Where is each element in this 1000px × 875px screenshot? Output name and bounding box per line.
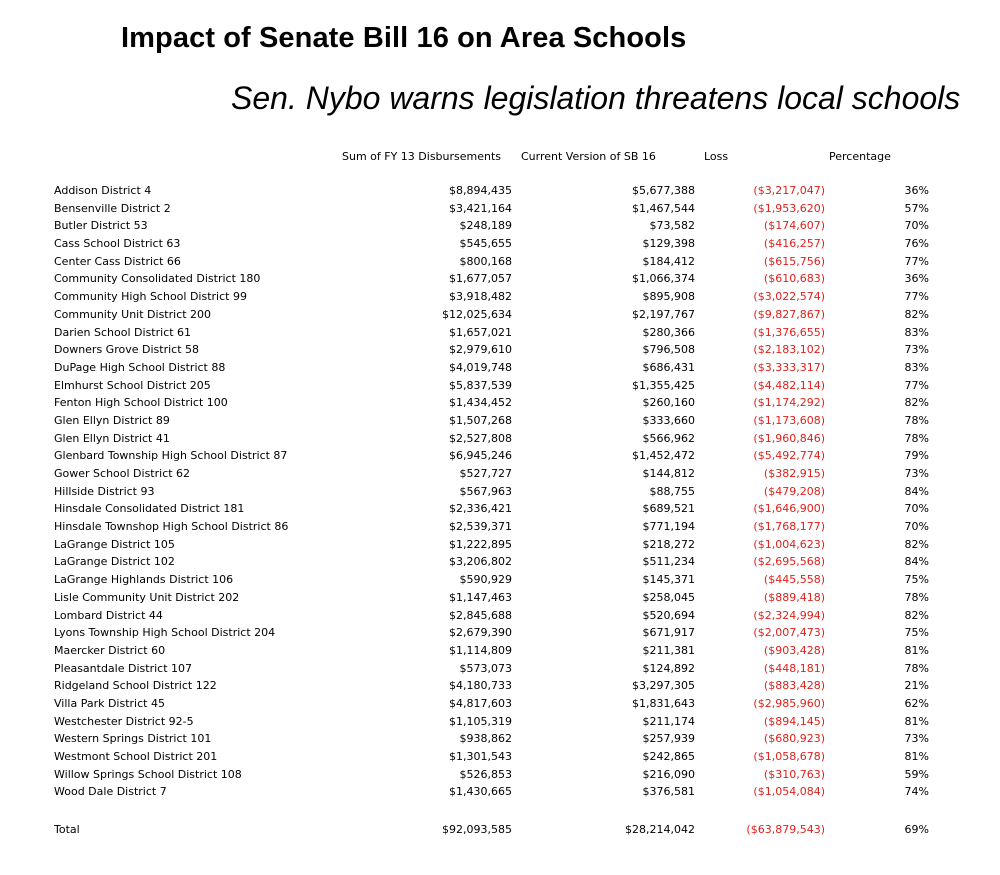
district-name: Villa Park District 45 [54, 696, 165, 710]
column-header-current: Current Version of SB 16 [521, 150, 656, 163]
district-name: Maercker District 60 [54, 643, 166, 657]
table-row [0, 590, 1000, 608]
sb16-current: $1,355,425 [632, 378, 695, 392]
loss-value: ($883,428) [763, 679, 825, 693]
sb16-current: $218,272 [642, 537, 695, 551]
loss-percentage: 82% [904, 307, 929, 321]
table-row [0, 696, 1000, 714]
loss-value: ($3,333,317) [753, 360, 825, 374]
district-name: Gower School District 62 [54, 467, 191, 480]
loss-percentage: 78% [904, 413, 929, 427]
column-header-percentage: Percentage [829, 150, 891, 163]
sb16-current: $211,174 [642, 714, 695, 728]
table-row [0, 537, 1000, 555]
fy13-sum: $3,918,482 [449, 290, 512, 304]
loss-value: ($445,558) [763, 573, 825, 587]
sb16-current: $686,431 [642, 360, 695, 374]
sb16-current: $124,892 [642, 661, 695, 675]
loss-value: ($1,054,084) [753, 785, 825, 799]
fy13-sum: $248,189 [459, 219, 512, 233]
loss-value: ($4,482,114) [753, 378, 825, 392]
district-name: Ridgeland School District 122 [54, 679, 217, 693]
loss-value: ($680,923) [763, 732, 825, 746]
sb16-current: $88,755 [649, 484, 695, 498]
table-row [0, 448, 1000, 466]
table-row [0, 749, 1000, 767]
fy13-sum: $1,147,463 [449, 590, 512, 604]
sb16-current: $144,812 [642, 467, 695, 480]
loss-value: ($2,695,568) [753, 555, 825, 569]
fy13-sum: $2,845,688 [449, 608, 512, 622]
sb16-current: $260,160 [642, 396, 695, 410]
table-row [0, 307, 1000, 325]
loss-percentage: 77% [904, 290, 929, 304]
district-name: Addison District 4 [54, 184, 152, 197]
sb16-current: $73,582 [649, 219, 695, 233]
district-name: Community Consolidated District 180 [54, 272, 261, 286]
total-row [0, 822, 1000, 840]
district-name: Pleasantdale District 107 [54, 661, 192, 675]
loss-percentage: 75% [904, 573, 929, 587]
fy13-sum: $2,979,610 [449, 343, 512, 357]
district-name: Willow Springs School District 108 [54, 767, 242, 781]
loss-value: ($1,768,177) [753, 520, 825, 534]
district-name: Lombard District 44 [54, 608, 163, 622]
loss-percentage: 81% [904, 750, 929, 763]
table-row [0, 431, 1000, 449]
fy13-sum: $4,019,748 [449, 360, 512, 374]
loss-percentage: 57% [904, 201, 929, 215]
table-row [0, 218, 1000, 236]
loss-percentage: 78% [904, 590, 929, 604]
sb16-current: $511,234 [642, 555, 695, 569]
loss-value: ($448,181) [763, 661, 825, 675]
sb16-current: $796,508 [642, 343, 695, 357]
sb16-current: $242,865 [642, 750, 695, 763]
sb16-current: $376,581 [642, 785, 695, 799]
loss-percentage: 70% [904, 520, 929, 534]
loss-percentage: 73% [904, 732, 929, 746]
sb16-current: $333,660 [642, 413, 695, 427]
fy13-sum: $3,421,164 [449, 201, 512, 215]
loss-value: ($479,208) [763, 484, 825, 498]
district-name: Western Springs District 101 [54, 732, 212, 746]
total-sum: $92,093,585 [442, 823, 512, 836]
loss-value: ($894,145) [763, 714, 825, 728]
loss-value: ($174,607) [763, 219, 825, 233]
loss-percentage: 70% [904, 219, 929, 233]
loss-value: ($889,418) [763, 590, 825, 604]
fy13-sum: $590,929 [459, 573, 512, 587]
table-row [0, 484, 1000, 502]
district-name: LaGrange District 102 [54, 555, 175, 569]
loss-percentage: 79% [904, 449, 929, 463]
total-label: Total [54, 823, 80, 836]
loss-percentage: 81% [904, 643, 929, 657]
district-name: Butler District 53 [54, 219, 148, 233]
table-row [0, 661, 1000, 679]
sb16-current: $145,371 [642, 573, 695, 587]
loss-value: ($1,173,608) [753, 413, 825, 427]
sb16-current: $3,297,305 [632, 679, 695, 693]
sb16-current: $184,412 [642, 254, 695, 268]
fy13-sum: $573,073 [459, 661, 512, 675]
loss-percentage: 81% [904, 714, 929, 728]
loss-value: ($5,492,774) [753, 449, 825, 463]
fy13-sum: $1,105,319 [449, 714, 512, 728]
loss-percentage: 76% [904, 237, 929, 251]
district-name: Glenbard Township High School District 87 [54, 449, 288, 463]
district-name: Lyons Township High School District 204 [54, 626, 276, 640]
fy13-sum: $1,301,543 [449, 750, 512, 763]
loss-percentage: 78% [904, 661, 929, 675]
loss-value: ($9,827,867) [753, 307, 825, 321]
fy13-sum: $2,527,808 [449, 431, 512, 445]
fy13-sum: $12,025,634 [442, 307, 512, 321]
loss-percentage: 78% [904, 431, 929, 445]
loss-percentage: 77% [904, 254, 929, 268]
fy13-sum: $526,853 [459, 767, 512, 781]
loss-percentage: 82% [904, 396, 929, 410]
table-row [0, 325, 1000, 343]
table-row [0, 201, 1000, 219]
loss-percentage: 73% [904, 343, 929, 357]
district-name: DuPage High School District 88 [54, 360, 226, 374]
column-header-sum: Sum of FY 13 Disbursements [342, 150, 502, 163]
sb16-current: $689,521 [642, 502, 695, 516]
table-row [0, 413, 1000, 431]
table-row [0, 643, 1000, 661]
loss-value: ($2,324,994) [753, 608, 825, 622]
loss-percentage: 70% [904, 502, 929, 516]
district-name: Hinsdale Consolidated District 181 [54, 502, 245, 516]
loss-value: ($615,756) [763, 254, 825, 268]
fy13-sum: $1,114,809 [449, 643, 512, 657]
loss-value: ($1,960,846) [753, 431, 825, 445]
table-row [0, 608, 1000, 626]
table-row [0, 625, 1000, 643]
sb16-current: $895,908 [642, 290, 695, 304]
fy13-sum: $6,945,246 [449, 449, 512, 463]
loss-percentage: 84% [904, 555, 929, 569]
sb16-current: $216,090 [642, 767, 695, 781]
district-name: Hillside District 93 [54, 484, 155, 498]
table-row [0, 572, 1000, 590]
sb16-current: $1,066,374 [632, 272, 695, 286]
table-row [0, 501, 1000, 519]
sb16-current: $520,694 [642, 608, 695, 622]
table-row [0, 466, 1000, 484]
sb16-current: $771,194 [642, 520, 695, 534]
sb16-current: $566,962 [642, 431, 695, 445]
sb16-current: $211,381 [642, 643, 695, 657]
table-row [0, 519, 1000, 537]
table-row [0, 236, 1000, 254]
sb16-current: $5,677,388 [632, 184, 695, 197]
table-row [0, 289, 1000, 307]
district-name: Westchester District 92-5 [54, 714, 194, 728]
sb16-current: $129,398 [642, 237, 695, 251]
total-percentage: 69% [904, 823, 929, 836]
loss-value: ($1,004,623) [753, 537, 825, 551]
loss-percentage: 36% [904, 184, 929, 197]
loss-value: ($3,217,047) [753, 184, 825, 197]
page-subtitle: Sen. Nybo warns legislation threatens local schools [231, 80, 961, 116]
loss-percentage: 75% [904, 626, 929, 640]
sb16-current: $258,045 [642, 590, 695, 604]
sb16-current: $1,467,544 [632, 201, 695, 215]
district-name: Hinsdale Townshop High School District 86 [54, 520, 289, 534]
loss-percentage: 83% [904, 360, 929, 374]
table-row [0, 554, 1000, 572]
district-name: Elmhurst School District 205 [54, 378, 211, 392]
loss-percentage: 84% [904, 484, 929, 498]
loss-percentage: 74% [904, 785, 929, 799]
loss-value: ($903,428) [763, 643, 825, 657]
fy13-sum: $938,862 [459, 732, 512, 746]
district-name: Glen Ellyn District 41 [54, 431, 170, 445]
district-name: Fenton High School District 100 [54, 396, 228, 410]
district-name: Center Cass District 66 [54, 254, 181, 268]
fy13-sum: $2,679,390 [449, 626, 512, 640]
loss-value: ($1,174,292) [753, 396, 825, 410]
loss-value: ($2,183,102) [753, 343, 825, 357]
loss-value: ($1,646,900) [753, 502, 825, 516]
loss-value: ($1,058,678) [753, 750, 825, 763]
table-row [0, 360, 1000, 378]
district-table [0, 183, 1000, 802]
table-row [0, 342, 1000, 360]
loss-value: ($416,257) [763, 237, 825, 251]
fy13-sum: $1,430,665 [449, 785, 512, 799]
fy13-sum: $1,222,895 [449, 537, 512, 551]
table-row [0, 678, 1000, 696]
sb16-current: $671,917 [642, 626, 695, 640]
fy13-sum: $5,837,539 [449, 378, 512, 392]
total-current: $28,214,042 [625, 823, 695, 836]
district-name: Wood Dale District 7 [54, 785, 167, 799]
fy13-sum: $545,655 [459, 237, 512, 251]
loss-percentage: 73% [904, 467, 929, 480]
district-name: Lisle Community Unit District 202 [54, 590, 240, 604]
table-row [0, 254, 1000, 272]
table-row [0, 378, 1000, 396]
fy13-sum: $8,894,435 [449, 184, 512, 197]
loss-percentage: 82% [904, 608, 929, 622]
table-row [0, 183, 1000, 201]
total-loss: ($63,879,543) [746, 823, 825, 836]
fy13-sum: $2,336,421 [449, 502, 512, 516]
fy13-sum: $1,507,268 [449, 413, 512, 427]
district-name: Downers Grove District 58 [54, 343, 199, 357]
district-name: LaGrange Highlands District 106 [54, 573, 234, 587]
table-row [0, 395, 1000, 413]
loss-percentage: 21% [904, 679, 929, 693]
table-row [0, 714, 1000, 732]
table-row [0, 767, 1000, 785]
fy13-sum: $527,727 [459, 467, 512, 480]
loss-value: ($3,022,574) [753, 290, 825, 304]
fy13-sum: $1,677,057 [449, 272, 512, 286]
district-name: Bensenville District 2 [54, 201, 171, 215]
district-name: Cass School District 63 [54, 237, 181, 251]
fy13-sum: $1,434,452 [449, 396, 512, 410]
table-row [0, 731, 1000, 749]
district-name: Glen Ellyn District 89 [54, 413, 170, 427]
sb16-current: $280,366 [642, 325, 695, 339]
loss-percentage: 36% [904, 272, 929, 286]
loss-value: ($610,683) [763, 272, 825, 286]
loss-percentage: 77% [904, 378, 929, 392]
district-name: Westmont School District 201 [54, 750, 218, 763]
table-row [0, 271, 1000, 289]
loss-value: ($2,007,473) [753, 626, 825, 640]
fy13-sum: $4,180,733 [449, 679, 512, 693]
fy13-sum: $4,817,603 [449, 696, 512, 710]
page-title: Impact of Senate Bill 16 on Area Schools [121, 22, 687, 54]
loss-value: ($310,763) [763, 767, 825, 781]
table-row [0, 784, 1000, 802]
district-name: LaGrange District 105 [54, 537, 175, 551]
district-name: Darien School District 61 [54, 325, 192, 339]
fy13-sum: $2,539,371 [449, 520, 512, 534]
fy13-sum: $567,963 [459, 484, 512, 498]
loss-percentage: 59% [904, 767, 929, 781]
loss-value: ($382,915) [763, 467, 825, 480]
loss-value: ($2,985,960) [753, 696, 825, 710]
loss-percentage: 82% [904, 537, 929, 551]
loss-percentage: 62% [904, 696, 929, 710]
loss-percentage: 83% [904, 325, 929, 339]
loss-value: ($1,376,655) [753, 325, 825, 339]
fy13-sum: $3,206,802 [449, 555, 512, 569]
fy13-sum: $800,168 [459, 254, 512, 268]
sb16-current: $257,939 [642, 732, 695, 746]
sb16-current: $1,452,472 [632, 449, 695, 463]
column-header-loss: Loss [704, 150, 729, 163]
sb16-current: $2,197,767 [632, 307, 695, 321]
district-name: Community Unit District 200 [54, 307, 212, 321]
district-name: Community High School District 99 [54, 290, 247, 304]
fy13-sum: $1,657,021 [449, 325, 512, 339]
sb16-current: $1,831,643 [632, 696, 695, 710]
loss-value: ($1,953,620) [753, 201, 825, 215]
